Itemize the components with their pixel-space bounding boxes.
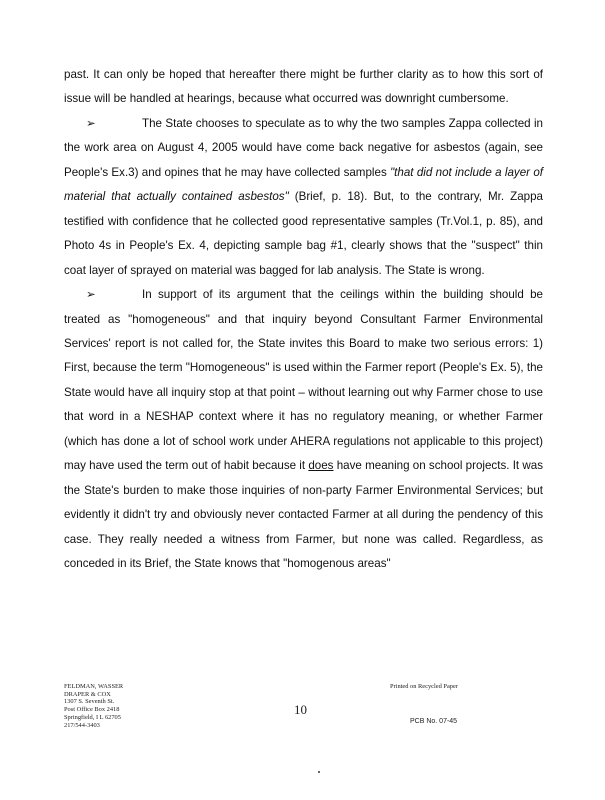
paragraph-3-underlined-word: does (308, 459, 334, 473)
case-number: PCB No. 07-45 (410, 718, 458, 725)
paragraph-2-quote: "that did not include a layer of material that actually contained asbestos" (64, 165, 543, 204)
firm-address-block (64, 683, 123, 729)
paragraph-2-text-a: The State chooses to speculate as to why the two samples Zappa collected in the work area on August 4, 2005 would have come back negative for asbestos (again, see People's Ex.3) and opines that he may have collected samples (64, 116, 543, 179)
paragraph-bullet-2 (64, 283, 543, 576)
recycled-paper-note: Printed on Recycled Paper (390, 683, 458, 690)
paragraph-2-text-b: (Brief, p. 18). But, to the contrary, Mr. Zappa testified with confidence that he collected good representative samples (Tr.Vol.1, p. 85), and Photo 4s in People's Ex. 4, depicting sample bag #1, clearly shows that the "suspect" thin coat layer of sprayed on material was bagged for lab analysis. The State is wrong. (64, 190, 543, 277)
paragraph-continuation (64, 63, 543, 112)
firm-line: 217/544-3403 (64, 721, 100, 729)
arrow-bullet-icon: ➢ (86, 116, 96, 130)
body-text (64, 63, 543, 577)
page-number: 10 (294, 702, 307, 717)
scan-speck (318, 771, 320, 773)
firm-line: Springfield, I L 62705 (64, 713, 121, 721)
arrow-bullet-icon: ➢ (86, 288, 96, 302)
firm-line: FELDMAN, WASSER (64, 683, 124, 690)
paragraph-3-text-a: In support of its argument that the ceilings within the building should be treated as "homogeneous" and that inquiry beyond Consultant Farmer Environmental Services' report is not called for, the State invites this Board to make two serious errors: 1) First, because the term "Homogeneous" is used within the Farmer report (People's Ex. 5), the State would have all inquiry stop at that point – without learning out why Farmer chose to use that word in a NESHAP context where it has no regulatory meaning, or whether Farmer (which has done a lot of school work under AHERA regulations not applicable to this project) may have used the term out of habit because it (64, 288, 543, 473)
paragraph-bullet-1 (64, 112, 543, 283)
firm-line: 1307 S. Seventh St. (64, 698, 115, 706)
firm-line: DRAPER & COX (64, 690, 111, 698)
firm-line: Post Office Box 2418 (64, 706, 120, 714)
paragraph-3-text-b: have meaning on school projects. It was the State's burden to make those inquiries of non-party Farmer Environmental Services; but evidently it didn't try and obviously never contacted Farmer at all during the pendency of this case. They really needed a witness from Farmer, but none was called. Regardless, as conceded in its Brief, the State knows that "homogenous areas" (64, 459, 543, 571)
paragraph-1-text: past. It can only be hoped that hereafter there might be further clarity as to how this sort of issue will be handled at hearings, because what occurred was downright cumbersome. (64, 68, 543, 106)
